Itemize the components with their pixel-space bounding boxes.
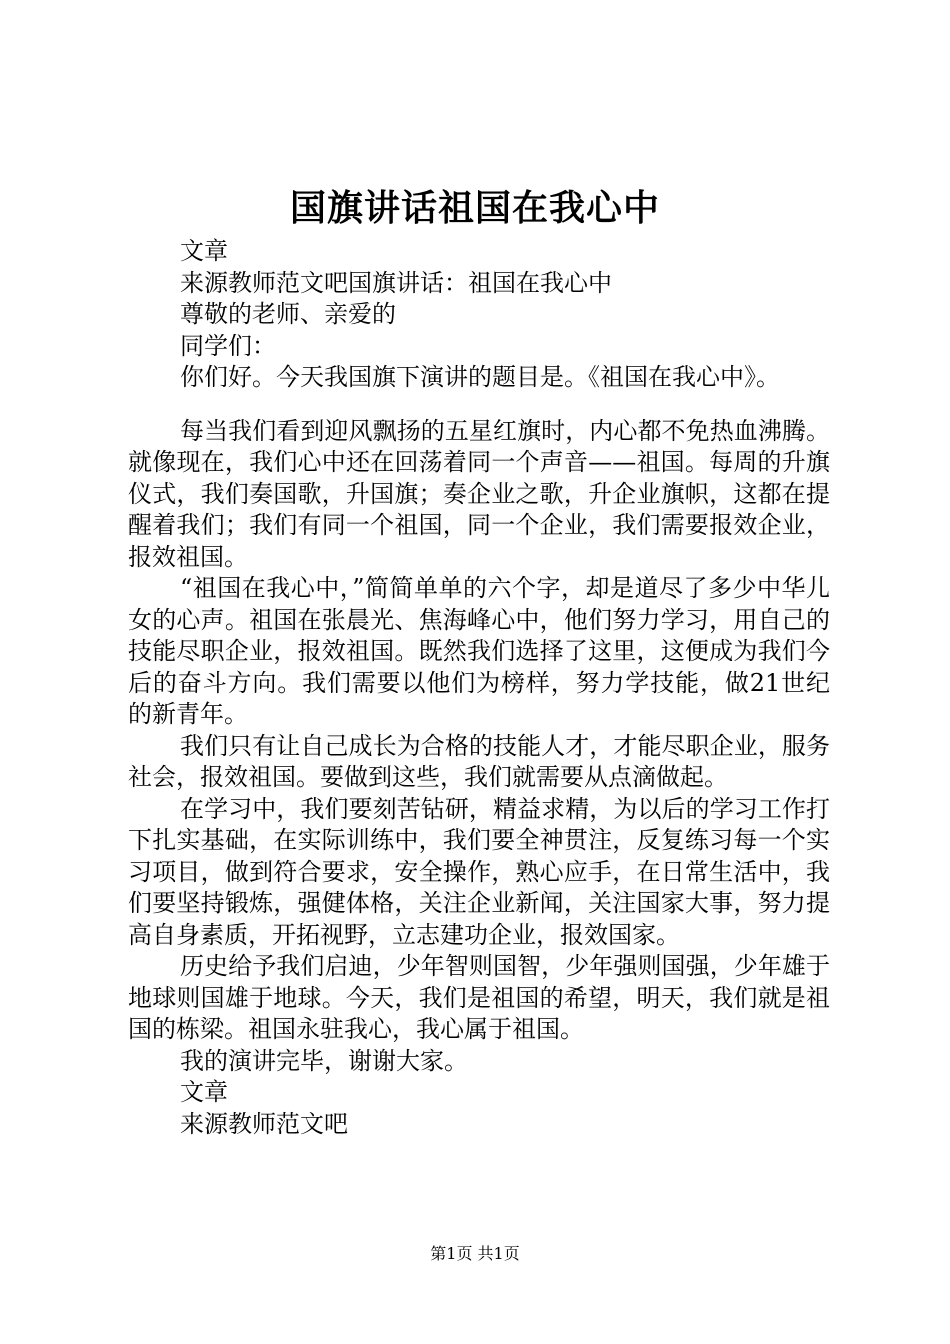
greeting-line: 你们好。今天我国旗下演讲的题目是。《祖国在我心中》。 (180, 363, 780, 391)
source-line: 来源教师范文吧 (180, 1109, 348, 1138)
body-paragraph: 在学习中，我们要刻苦钻研，精益求精，为以后的学习工作打下扎实基础，在实际训练中，我们要全神贯注，反复练习每一个实习项目，做到符合要求，安全操作，熟心应手，在日常生活中，我们要坚持锻炼，强健体格，关注企业新闻，关注国家大事，努力提高自身素质，开拓视野，立志建功企业，报效国家。 (128, 794, 830, 949)
header-line: 尊敬的老师、亲爱的 (180, 300, 396, 328)
body-paragraph: 我们只有让自己成长为合格的技能人才，才能尽职企业，服务社会，报效祖国。要做到这些，我们就需要从点滴做起。 (128, 731, 830, 791)
header-line: 文章 (180, 237, 228, 265)
header-line: 同学们： (180, 331, 276, 360)
body-paragraph: “祖国在我心中，”简简单单的六个字，却是道尽了多少中华儿女的心声。祖国在张晨光、焦海峰心中，他们努力学习，用自己的技能尽职企业，报效祖国。既然我们选择了这里，这便成为我们今后的奋斗方向。我们需要以他们为榜样，努力学技能，做21世纪的新青年。 (128, 574, 830, 728)
paragraph-spacer (128, 394, 830, 416)
header-line: 来源教师范文吧国旗讲话：祖国在我心中 (180, 268, 612, 297)
page-footer: 第1页 共1页 (430, 1244, 520, 1263)
body-paragraph: 历史给予我们启迪，少年智则国智，少年强则国强，少年雄于地球则国雄于地球。今天，我们是祖国的希望，明天，我们就是祖国的栋梁。祖国永驻我心，我心属于祖国。 (128, 952, 830, 1043)
source-line: 文章 (180, 1078, 228, 1106)
document-body (128, 236, 830, 1140)
document-title: 国旗讲话祖国在我心中 (289, 187, 660, 229)
body-paragraph: 每当我们看到迎风飘扬的五星红旗时，内心都不免热血沸腾。就像现在，我们心中还在回荡着同一个声音——祖国。每周的升旗仪式，我们奏国歌，升国旗；奏企业之歌，升企业旗帜，这都在提醒着我们；我们有同一个祖国，同一个企业，我们需要报效企业，报效祖国。 (128, 416, 830, 571)
closing-line: 我的演讲完毕，谢谢大家。 (180, 1046, 468, 1075)
